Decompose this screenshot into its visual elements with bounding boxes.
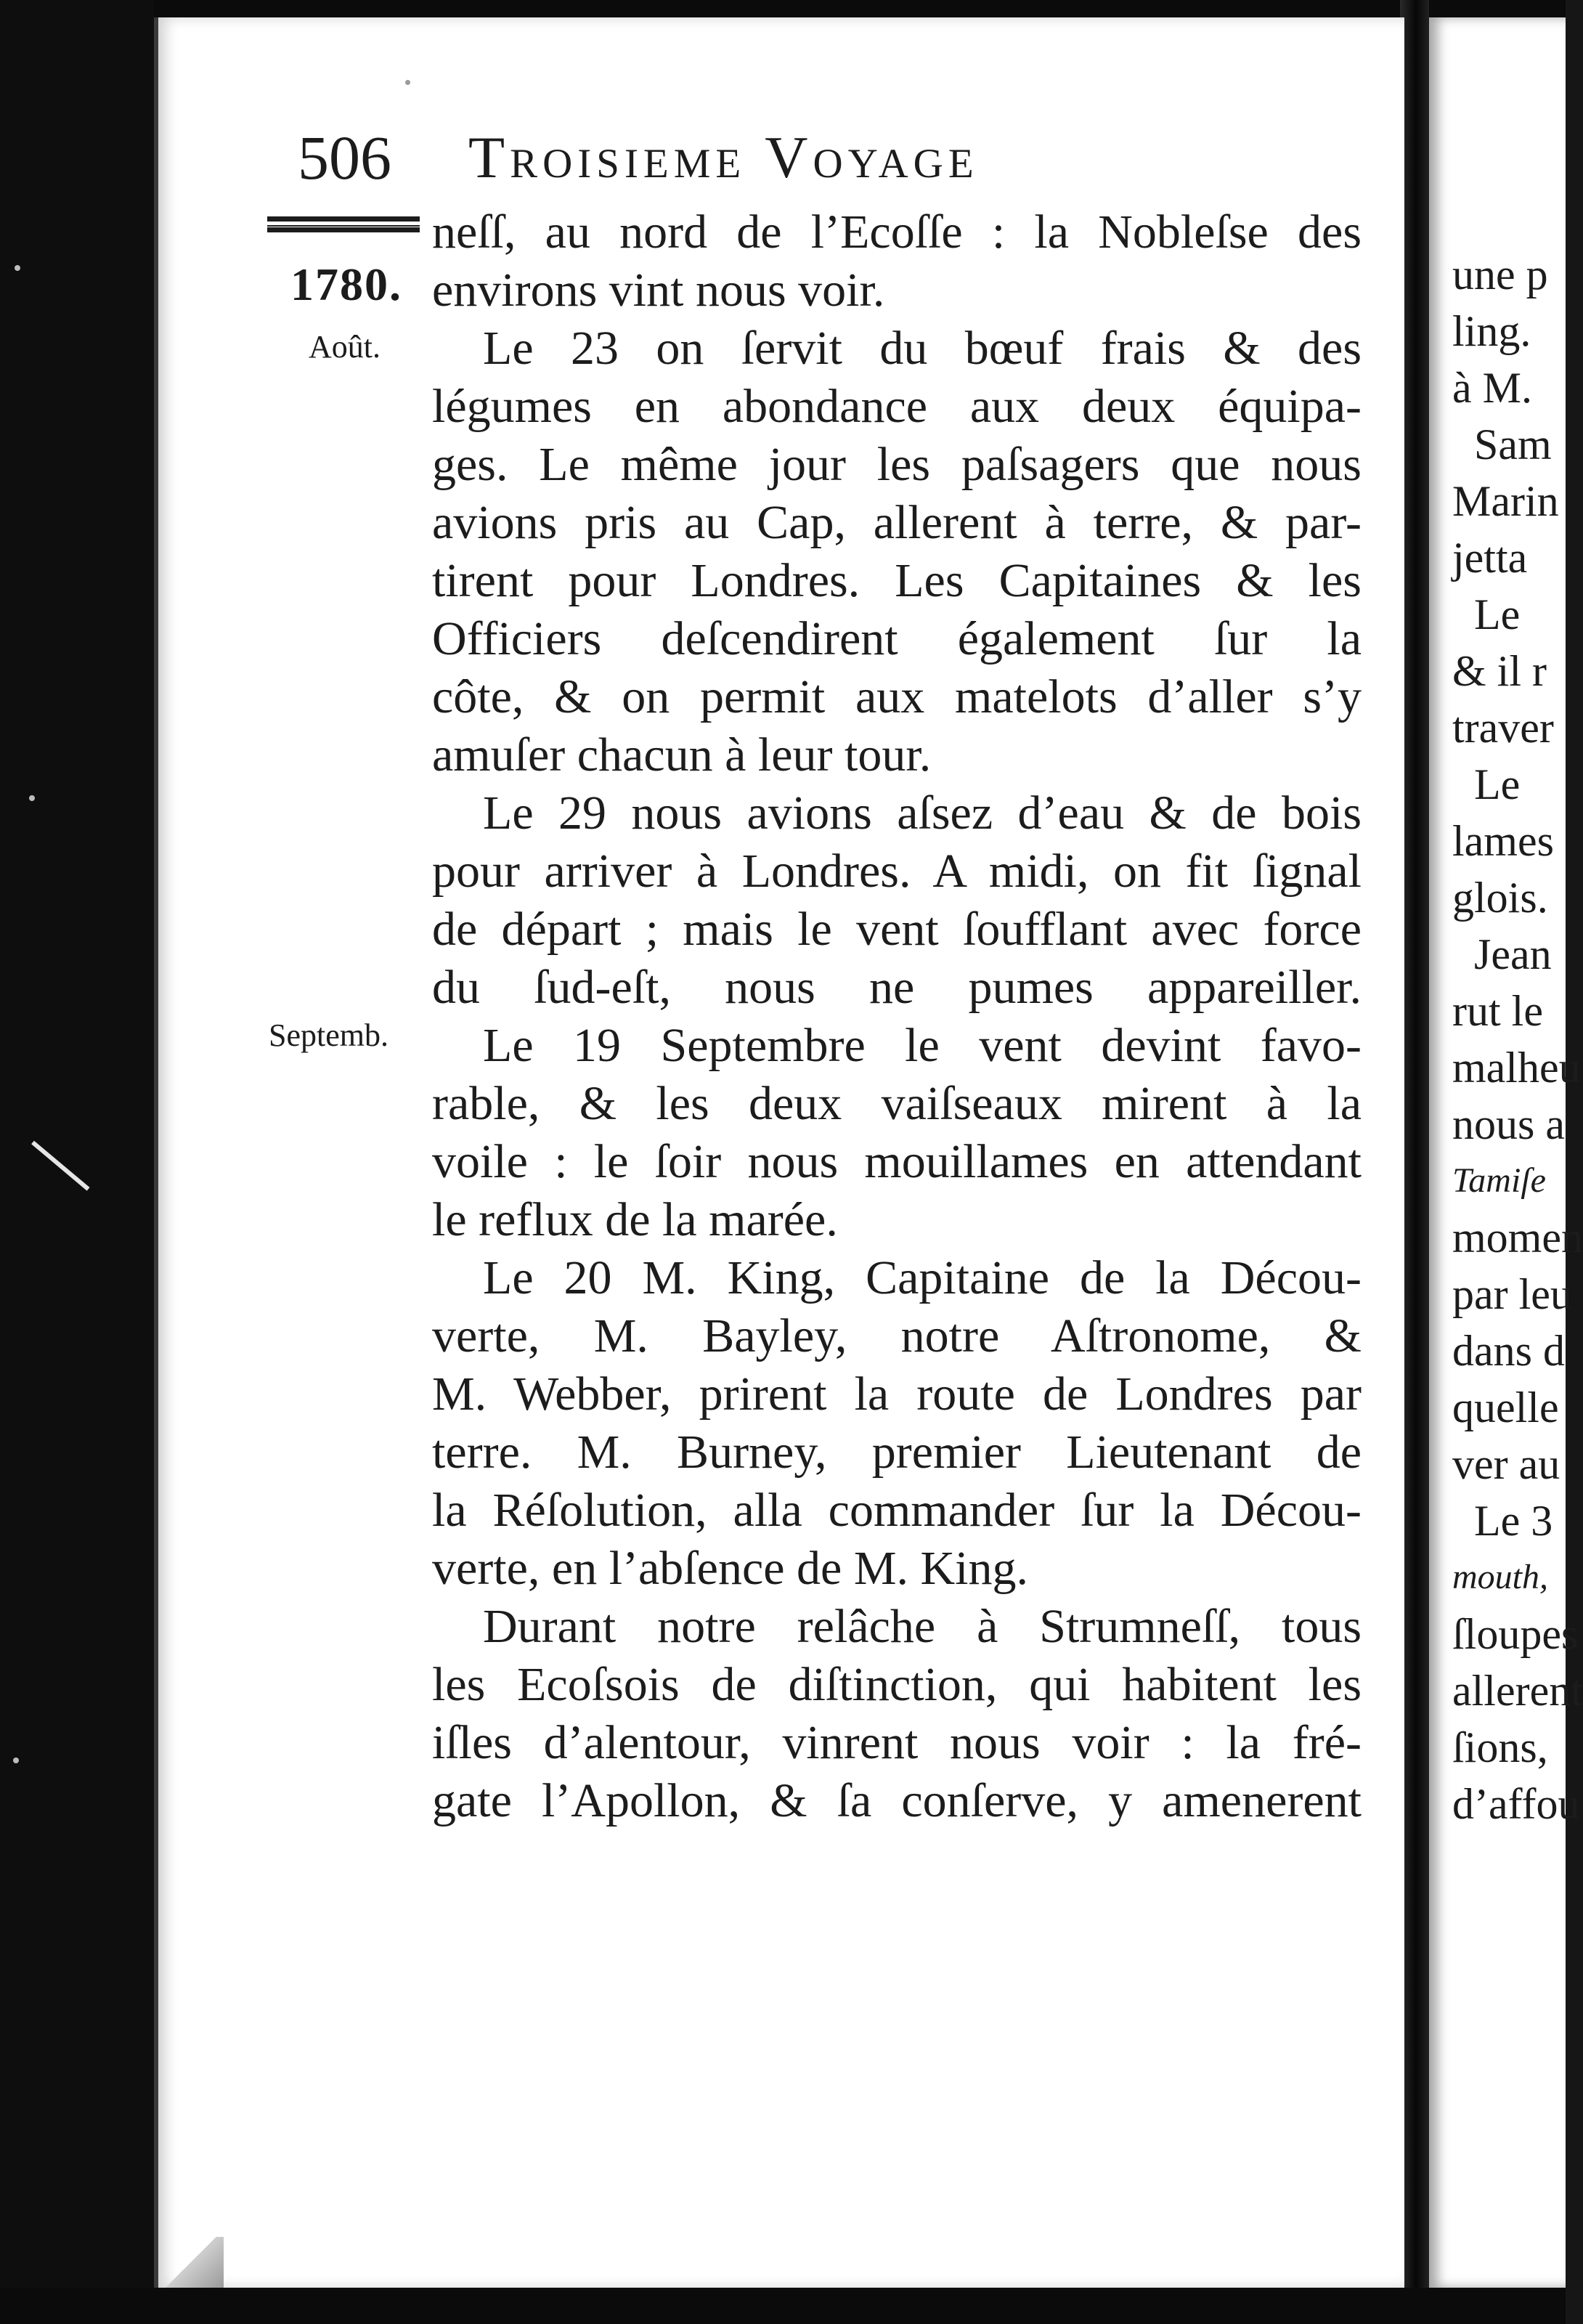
facing-text-fragment: lames	[1452, 817, 1554, 865]
facing-text-fragment: d’affou	[1452, 1780, 1580, 1828]
facing-text-fragment: à M.	[1452, 364, 1532, 412]
facing-text-fragment: rut le	[1452, 987, 1543, 1035]
text-line: de départ ; mais le vent ſoufflant avec force	[432, 903, 1362, 956]
facing-text-fragment: Marin	[1452, 477, 1559, 525]
scan-speck	[29, 795, 35, 801]
facing-text-fragment: glois.	[1452, 874, 1548, 922]
continuation-rule	[267, 216, 420, 232]
facing-text-fragment: malheu	[1452, 1044, 1581, 1092]
facing-text-fragment: & il r	[1452, 647, 1547, 695]
text-line: Le 23 on ſervit du bœuf frais & des	[483, 322, 1362, 375]
text-line: le reflux de la marée.	[432, 1193, 838, 1246]
text-line: Le 29 nous avions aſsez d’eau & de bois	[483, 787, 1362, 840]
text-line: voile : le ſoir nous mouillames en attendant	[432, 1135, 1362, 1188]
facing-text-fragment: mouth,	[1452, 1558, 1548, 1596]
text-line: amuſer chacun à leur tour.	[432, 728, 932, 781]
margin-note-month: Août.	[309, 329, 381, 365]
facing-text-fragment: quelle	[1452, 1384, 1559, 1431]
facing-text-fragment: Sam	[1474, 420, 1552, 468]
scan-border-left	[0, 0, 154, 2324]
text-line: Le 19 Septembre le vent devint favo-	[483, 1019, 1362, 1072]
running-title: Troisieme Voyage	[468, 124, 979, 190]
facing-page	[1429, 17, 1583, 2288]
text-line: côte, & on permit aux matelots d’aller s’y	[432, 670, 1362, 723]
text-line: Officiers deſcendirent également ſur la	[432, 612, 1362, 665]
facing-text-fragment: une p	[1452, 251, 1548, 298]
facing-text-fragment: ſions,	[1452, 1723, 1548, 1771]
text-line: neſſ, au nord de l’Ecoſſe : la Nobleſse des	[432, 206, 1362, 259]
text-line: légumes en abondance aux deux équipa-	[432, 380, 1362, 433]
text-line: tirent pour Londres. Les Capitaines & les	[432, 554, 1362, 607]
text-line: la Réſolution, alla commander ſur la Décou-	[432, 1484, 1362, 1537]
text-line: terre. M. Burney, premier Lieutenant de	[432, 1426, 1362, 1479]
book-gutter	[1400, 0, 1429, 2324]
facing-text-fragment: Tamiſe	[1452, 1161, 1546, 1200]
facing-text-fragment: par leu	[1452, 1270, 1572, 1318]
scan-speck	[13, 1758, 19, 1763]
text-line: pour arriver à Londres. A midi, on fit ſignal	[432, 845, 1362, 898]
facing-text-fragment: ver au	[1452, 1440, 1560, 1488]
text-line: les Ecoſsois de diſtinction, qui habitent les	[432, 1658, 1362, 1711]
text-line: gate l’Apollon, & ſa conſerve, y amenerent	[432, 1774, 1362, 1827]
facing-text-fragment: ſloupes	[1452, 1610, 1579, 1658]
text-line: avions pris au Cap, allerent à terre, & par-	[432, 496, 1362, 549]
facing-text-fragment: Jean	[1474, 930, 1552, 978]
text-line: iſles d’alentour, vinrent nous voir : la fré-	[432, 1716, 1362, 1769]
text-line: Le 20 M. King, Capitaine de la Décou-	[483, 1251, 1362, 1304]
facing-text-fragment: jetta	[1452, 534, 1528, 582]
text-line: verte, en l’abſence de M. King.	[432, 1542, 1029, 1595]
text-line: environs vint nous voir.	[432, 264, 885, 317]
scan-speck	[15, 265, 20, 271]
text-line: verte, M. Bayley, notre Aſtronome, &	[432, 1309, 1362, 1362]
running-head	[298, 113, 1242, 200]
facing-text-fragment: ling.	[1452, 307, 1531, 355]
scan-border-bottom	[0, 2288, 1566, 2324]
text-line: du ſud-eſt, nous ne pumes appareiller.	[432, 961, 1362, 1014]
binding-mark	[31, 1141, 89, 1191]
facing-text-fragment: momen	[1452, 1214, 1583, 1261]
text-line: rable, & les deux vaiſseaux mirent à la	[432, 1077, 1362, 1130]
margin-note-year: 1780.	[290, 259, 402, 310]
text-line: ges. Le même jour les paſsagers que nous	[432, 438, 1362, 491]
facing-text-fragment: traver	[1452, 704, 1554, 752]
facing-text-fragment: Le	[1474, 760, 1521, 808]
facing-text-fragment: allerent	[1452, 1667, 1583, 1715]
scan-border-top	[0, 0, 1566, 19]
page-number: 506	[298, 123, 391, 192]
facing-text-fragment: dans d	[1452, 1327, 1565, 1375]
facing-text-fragment: nous a	[1452, 1100, 1565, 1148]
facing-text-fragment: Le	[1474, 590, 1521, 638]
text-line: M. Webber, prirent la route de Londres par	[432, 1368, 1362, 1421]
paper-speck	[405, 80, 410, 85]
margin-note-month: Septemb.	[269, 1017, 388, 1053]
facing-text-fragment: Le 3	[1474, 1497, 1553, 1545]
text-line: Durant notre relâche à Strumneſſ, tous	[483, 1600, 1362, 1653]
